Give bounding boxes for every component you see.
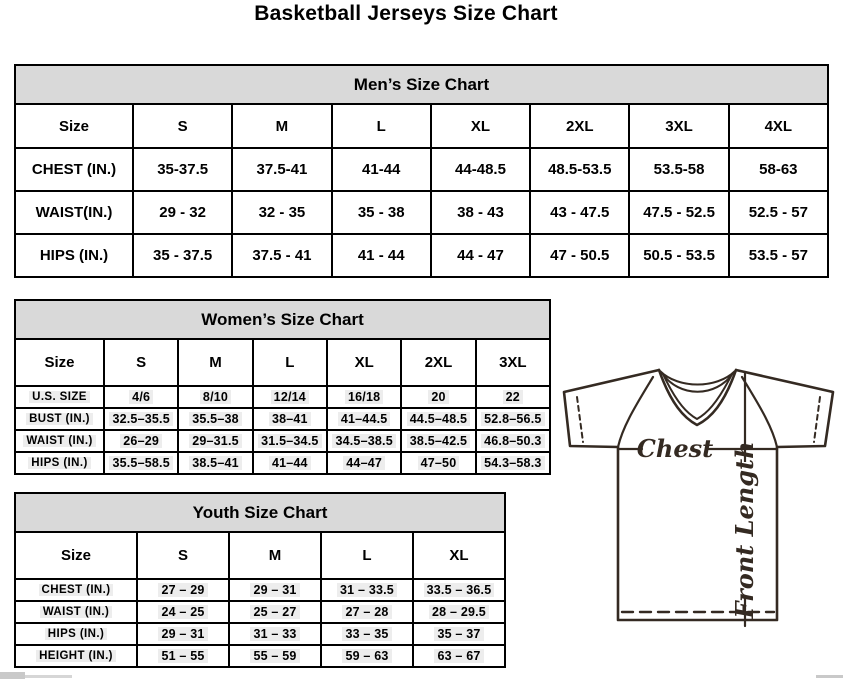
size-value-cell-text: 35 - 38 bbox=[357, 204, 405, 221]
size-value-cell bbox=[137, 645, 229, 667]
size-value-cell bbox=[321, 623, 413, 645]
size-value-cell bbox=[431, 234, 530, 277]
column-header-4xl-text: 4XL bbox=[764, 117, 793, 135]
size-value-cell-text: 32.5–35.5 bbox=[109, 412, 172, 426]
size-value-cell-text: 8/10 bbox=[200, 390, 231, 404]
size-value-cell bbox=[178, 452, 252, 474]
size-value-cell bbox=[729, 191, 828, 234]
mens-size-chart-table bbox=[14, 64, 829, 276]
size-value-cell bbox=[413, 601, 505, 623]
size-value-cell bbox=[401, 408, 475, 430]
size-value-cell-text: 35 - 37.5 bbox=[153, 247, 213, 264]
size-value-cell-text: 31.5–34.5 bbox=[258, 434, 321, 448]
jersey-outline bbox=[564, 370, 833, 620]
size-value-cell-text: 4/6 bbox=[129, 390, 153, 404]
size-value-cell-text: 16/18 bbox=[345, 390, 383, 404]
row-label bbox=[15, 452, 104, 474]
size-value-cell-text: 35.5–58.5 bbox=[109, 456, 172, 470]
table-row bbox=[15, 148, 828, 191]
size-value-cell bbox=[629, 191, 728, 234]
horizontal-scrollbar-thumb-left[interactable] bbox=[0, 672, 25, 679]
column-header-l-text: L bbox=[285, 354, 295, 371]
size-value-cell bbox=[137, 601, 229, 623]
size-value-cell bbox=[229, 579, 321, 601]
size-value-cell-text: 31 – 33 bbox=[250, 627, 299, 641]
size-value-cell-text: 28 – 29.5 bbox=[429, 605, 489, 619]
size-value-cell-text: 31 – 33.5 bbox=[337, 583, 397, 597]
column-header-xl bbox=[431, 104, 530, 148]
size-value-cell-text: 29–31.5 bbox=[189, 434, 242, 448]
size-value-cell-text: 48.5-53.5 bbox=[548, 161, 612, 178]
size-value-cell bbox=[133, 191, 232, 234]
column-header-size bbox=[15, 339, 104, 386]
size-value-cell-text: 29 – 31 bbox=[250, 583, 299, 597]
column-header-l-text: L bbox=[362, 547, 372, 564]
size-value-cell bbox=[327, 408, 401, 430]
size-value-cell-text: 43 - 47.5 bbox=[550, 204, 610, 221]
size-value-cell-text: 52.5 - 57 bbox=[748, 204, 808, 221]
size-value-cell-text: 41-44 bbox=[362, 161, 401, 178]
womens-chart-title-text: Women’s Size Chart bbox=[201, 309, 364, 329]
column-header-2xl bbox=[530, 104, 629, 148]
row-label bbox=[15, 623, 137, 645]
size-value-cell bbox=[253, 386, 327, 408]
table-row bbox=[15, 386, 550, 408]
size-value-cell-text: 38–41 bbox=[269, 412, 311, 426]
row-label-text: WAIST(IN.) bbox=[35, 204, 113, 221]
column-header-4xl bbox=[729, 104, 828, 148]
column-header-s bbox=[104, 339, 178, 386]
size-value-cell-text: 38.5–42.5 bbox=[407, 434, 470, 448]
size-value-cell bbox=[431, 148, 530, 191]
row-label-text: HIPS (IN.) bbox=[45, 628, 107, 640]
column-header-m-text: M bbox=[209, 354, 222, 371]
size-value-cell-text: 37.5 - 41 bbox=[252, 247, 312, 264]
size-value-cell bbox=[327, 386, 401, 408]
size-value-cell bbox=[137, 623, 229, 645]
size-value-cell bbox=[133, 234, 232, 277]
size-value-cell bbox=[178, 430, 252, 452]
size-value-cell-text: 24 – 25 bbox=[158, 605, 207, 619]
size-value-cell-text: 58-63 bbox=[759, 161, 798, 178]
column-header-s bbox=[137, 532, 229, 579]
horizontal-scrollbar-track-left[interactable] bbox=[25, 675, 72, 678]
size-value-cell bbox=[729, 148, 828, 191]
jersey-armhole-right bbox=[742, 377, 777, 447]
column-header-m-text: M bbox=[268, 547, 282, 564]
size-value-cell-text: 38 - 43 bbox=[457, 204, 504, 221]
size-value-cell-text: 63 – 67 bbox=[434, 649, 483, 663]
size-value-cell-text: 27 – 29 bbox=[158, 583, 207, 597]
column-header-l bbox=[332, 104, 431, 148]
size-value-cell bbox=[431, 191, 530, 234]
mens-chart-title-text: Men’s Size Chart bbox=[353, 74, 490, 94]
size-value-cell bbox=[104, 452, 178, 474]
size-value-cell bbox=[327, 430, 401, 452]
table-row bbox=[15, 579, 505, 601]
size-value-cell bbox=[232, 191, 331, 234]
row-label-text: WAIST (IN.) bbox=[23, 435, 95, 447]
column-header-xl bbox=[327, 339, 401, 386]
size-value-cell-text: 35-37.5 bbox=[157, 161, 209, 178]
table-row bbox=[15, 452, 550, 474]
size-value-cell-text: 53.5-58 bbox=[653, 161, 705, 178]
row-label bbox=[15, 601, 137, 623]
size-value-cell bbox=[332, 148, 431, 191]
size-value-cell bbox=[178, 386, 252, 408]
size-value-cell-text: 44 - 47 bbox=[457, 247, 504, 264]
column-header-s-text: S bbox=[177, 117, 188, 135]
mens-header-row bbox=[15, 104, 828, 148]
youth-header-row bbox=[15, 532, 505, 579]
size-value-cell bbox=[530, 148, 629, 191]
table-row bbox=[15, 623, 505, 645]
size-value-cell bbox=[401, 430, 475, 452]
size-value-cell bbox=[137, 579, 229, 601]
size-value-cell bbox=[476, 408, 550, 430]
size-value-cell-text: 44-48.5 bbox=[455, 161, 506, 178]
youth-size-chart-table bbox=[14, 492, 506, 668]
table-row bbox=[15, 408, 550, 430]
size-value-cell bbox=[229, 601, 321, 623]
row-label-text: HIPS (IN.) bbox=[39, 247, 109, 264]
column-header-3xl bbox=[629, 104, 728, 148]
size-value-cell-text: 53.5 - 57 bbox=[748, 247, 808, 264]
chest-label: Chest bbox=[636, 434, 714, 463]
column-header-xl-text: XL bbox=[470, 117, 491, 135]
mens-chart-title bbox=[15, 65, 828, 104]
table-row bbox=[15, 191, 828, 234]
column-header-l bbox=[321, 532, 413, 579]
size-value-cell-text: 22 bbox=[503, 390, 523, 404]
row-label bbox=[15, 386, 104, 408]
size-value-cell bbox=[321, 601, 413, 623]
row-label-text: HEIGHT (IN.) bbox=[36, 650, 116, 662]
row-label bbox=[15, 408, 104, 430]
size-value-cell bbox=[530, 191, 629, 234]
size-value-cell bbox=[178, 408, 252, 430]
column-header-2xl-text: 2XL bbox=[424, 354, 453, 371]
size-value-cell bbox=[413, 623, 505, 645]
youth-chart-title bbox=[15, 493, 505, 532]
size-value-cell bbox=[133, 148, 232, 191]
size-value-cell bbox=[413, 645, 505, 667]
column-header-m bbox=[178, 339, 252, 386]
column-header-2xl bbox=[401, 339, 475, 386]
row-label bbox=[15, 148, 133, 191]
size-value-cell bbox=[104, 386, 178, 408]
column-header-l-text: L bbox=[376, 117, 386, 135]
size-value-cell-text: 52.8–56.5 bbox=[481, 412, 544, 426]
column-header-s-text: S bbox=[177, 547, 188, 564]
size-value-cell bbox=[229, 645, 321, 667]
jersey-measurement-diagram bbox=[556, 362, 842, 666]
mens-table bbox=[14, 64, 829, 278]
womens-table bbox=[14, 299, 551, 475]
size-value-cell bbox=[476, 430, 550, 452]
jersey-diagram-svg bbox=[556, 362, 842, 666]
size-value-cell bbox=[332, 234, 431, 277]
size-value-cell bbox=[401, 386, 475, 408]
column-header-size-text: Size bbox=[58, 117, 89, 135]
size-value-cell-text: 38.5–41 bbox=[189, 456, 242, 470]
size-value-cell bbox=[321, 645, 413, 667]
jersey-collar-arc-2 bbox=[662, 373, 733, 392]
size-value-cell bbox=[327, 452, 401, 474]
size-value-cell bbox=[253, 452, 327, 474]
table-row bbox=[15, 645, 505, 667]
size-value-cell bbox=[253, 408, 327, 430]
column-header-3xl bbox=[476, 339, 550, 386]
table-row bbox=[15, 234, 828, 277]
size-value-cell-text: 29 – 31 bbox=[158, 627, 207, 641]
size-value-cell-text: 47.5 - 52.5 bbox=[643, 204, 715, 221]
size-value-cell-text: 50.5 - 53.5 bbox=[643, 247, 715, 264]
size-value-cell bbox=[476, 386, 550, 408]
size-value-cell bbox=[413, 579, 505, 601]
size-value-cell-text: 59 – 63 bbox=[342, 649, 391, 663]
column-header-m-text: M bbox=[275, 117, 289, 135]
size-value-cell-text: 54.3–58.3 bbox=[481, 456, 544, 470]
size-value-cell bbox=[232, 234, 331, 277]
size-value-cell-text: 34.5–38.5 bbox=[332, 434, 395, 448]
size-value-cell-text: 47 - 50.5 bbox=[550, 247, 610, 264]
size-value-cell bbox=[629, 234, 728, 277]
size-value-cell-text: 37.5-41 bbox=[256, 161, 308, 178]
size-value-cell bbox=[629, 148, 728, 191]
row-label-text: WAIST (IN.) bbox=[40, 606, 112, 618]
size-value-cell bbox=[104, 430, 178, 452]
column-header-xl bbox=[413, 532, 505, 579]
size-value-cell-text: 32 - 35 bbox=[258, 204, 306, 221]
column-header-2xl-text: 2XL bbox=[566, 117, 594, 135]
column-header-l bbox=[253, 339, 327, 386]
size-value-cell bbox=[332, 191, 431, 234]
column-header-size-text: Size bbox=[60, 547, 91, 564]
size-value-cell-text: 33.5 – 36.5 bbox=[424, 583, 495, 597]
table-row bbox=[15, 601, 505, 623]
row-label-text: CHEST (IN.) bbox=[39, 584, 114, 596]
size-value-cell bbox=[401, 452, 475, 474]
column-header-m bbox=[232, 104, 331, 148]
jersey-cuff-dash-right bbox=[814, 397, 820, 442]
size-value-cell-text: 41–44 bbox=[269, 456, 311, 470]
row-label-text: HIPS (IN.) bbox=[28, 457, 90, 469]
column-header-size bbox=[15, 532, 137, 579]
size-value-cell-text: 33 – 35 bbox=[342, 627, 391, 641]
row-label bbox=[15, 430, 104, 452]
size-value-cell-text: 35.5–38 bbox=[189, 412, 242, 426]
row-label bbox=[15, 191, 133, 234]
column-header-m bbox=[229, 532, 321, 579]
size-value-cell bbox=[104, 408, 178, 430]
page-title: Basketball Jerseys Size Chart bbox=[254, 2, 558, 25]
size-value-cell bbox=[729, 234, 828, 277]
row-label bbox=[15, 579, 137, 601]
womens-chart-title bbox=[15, 300, 550, 339]
size-value-cell-text: 55 – 59 bbox=[250, 649, 299, 663]
column-header-xl-text: XL bbox=[354, 354, 374, 371]
size-value-cell bbox=[321, 579, 413, 601]
row-label-text: U.S. SIZE bbox=[29, 391, 90, 403]
size-value-cell-text: 12/14 bbox=[271, 390, 309, 404]
size-value-cell-text: 41 - 44 bbox=[357, 247, 405, 264]
womens-size-chart-table bbox=[14, 299, 551, 475]
row-label bbox=[15, 645, 137, 667]
size-value-cell-text: 46.8–50.3 bbox=[481, 434, 544, 448]
size-value-cell-text: 47–50 bbox=[418, 456, 460, 470]
size-value-cell bbox=[232, 148, 331, 191]
size-value-cell-text: 44.5–48.5 bbox=[407, 412, 470, 426]
horizontal-scrollbar-track-right[interactable] bbox=[816, 675, 843, 678]
size-value-cell bbox=[253, 430, 327, 452]
column-header-s-text: S bbox=[136, 354, 147, 371]
youth-chart-title-text: Youth Size Chart bbox=[192, 502, 328, 522]
size-value-cell-text: 29 - 32 bbox=[159, 204, 206, 221]
column-header-size bbox=[15, 104, 133, 148]
column-header-s bbox=[133, 104, 232, 148]
youth-table bbox=[14, 492, 506, 668]
front-length-label: Front Length bbox=[730, 441, 759, 619]
womens-header-row bbox=[15, 339, 550, 386]
column-header-size-text: Size bbox=[44, 354, 75, 371]
size-value-cell bbox=[476, 452, 550, 474]
size-value-cell-text: 27 – 28 bbox=[342, 605, 391, 619]
size-value-cell bbox=[530, 234, 629, 277]
column-header-3xl-text: 3XL bbox=[665, 117, 693, 135]
size-value-cell-text: 26–29 bbox=[120, 434, 162, 448]
row-label-text: CHEST (IN.) bbox=[31, 161, 117, 178]
size-value-cell bbox=[229, 623, 321, 645]
row-label-text: BUST (IN.) bbox=[26, 413, 93, 425]
table-row bbox=[15, 430, 550, 452]
column-header-3xl-text: 3XL bbox=[499, 354, 527, 371]
size-value-cell-text: 41–44.5 bbox=[338, 412, 391, 426]
size-value-cell-text: 35 – 37 bbox=[434, 627, 483, 641]
row-label bbox=[15, 234, 133, 277]
size-value-cell-text: 25 – 27 bbox=[250, 605, 299, 619]
jersey-cuff-dash-left bbox=[577, 397, 583, 442]
column-header-xl-text: XL bbox=[449, 547, 469, 564]
size-value-cell-text: 20 bbox=[428, 390, 448, 404]
size-value-cell-text: 44–47 bbox=[343, 456, 385, 470]
size-value-cell-text: 51 – 55 bbox=[158, 649, 207, 663]
